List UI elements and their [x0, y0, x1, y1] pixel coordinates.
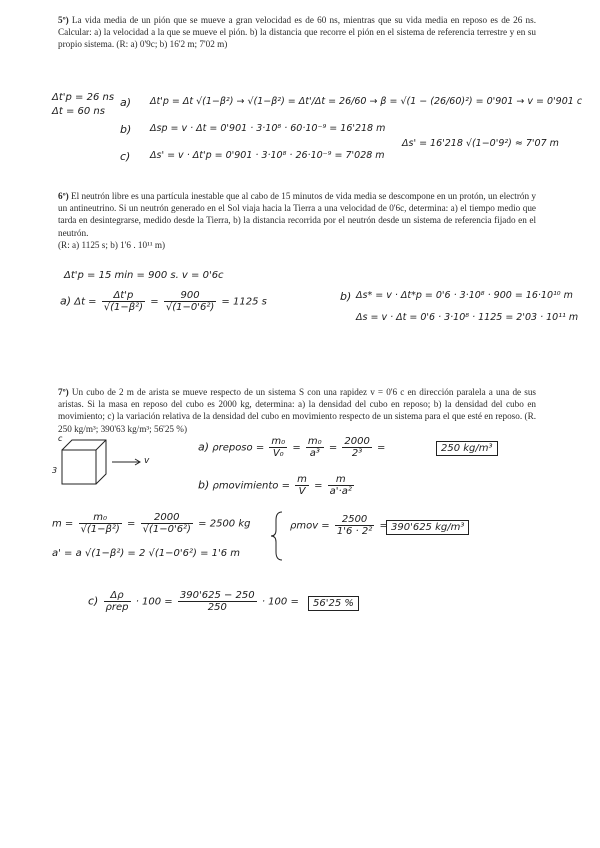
- p7-a-f1-den: V₀: [272, 448, 284, 459]
- p6-b-line-2: Δs = v · Δt = 0'6 · 3·10⁸ · 1125 = 2'03 · 10¹¹ m: [356, 312, 579, 323]
- p7-a-f2-num: m₀: [307, 436, 322, 447]
- p7-c-f2-den: 250: [207, 602, 227, 613]
- p7-c-f2: [178, 590, 257, 613]
- p7-a-f2-den: a³: [309, 448, 320, 459]
- p7-rho-f-num: 2500: [335, 514, 374, 526]
- p7-c-mul: · 100 =: [135, 596, 173, 608]
- p7-a-f3-num: 2000: [344, 436, 370, 447]
- p6-given: Δt'p = 15 min = 900 s. v = 0'6c: [64, 270, 224, 281]
- problem-6-text: El neutrón libre es una partícula inestable que al cabo de 15 minutos de vida media se descompone en un protón, un electrón y un antineutrino. Si un neutrón generado en el Sol viaja hacia la Tierra a una velocidad de 0'6c, determina: a) el tiempo medio que tarda en desintegrarse, medido desde la Tierra, b) la distancia recorrida por el neutrón desde un sistema de referencia fijado en el neutrón.: [58, 191, 536, 238]
- p7-c-label: c): [88, 594, 99, 608]
- p6-a-eq: =: [150, 296, 159, 308]
- p5-a-work: Δt'p = Δt √(1−β²) → √(1−β²) = Δt'/Δt = 26/60 → β = √(1 − (26/60)²) = 0'901 → v = 0'901 c: [150, 96, 583, 107]
- p7-a-lhs: ρreposo =: [212, 442, 265, 454]
- p5-c-work: Δs' = v · Δt'p = 0'901 · 3·10⁸ · 26·10⁻⁹ = 7'028 m: [150, 150, 385, 161]
- p7-m-f2-den: √(1−0'6²): [142, 524, 191, 535]
- p7-a-label: a): [198, 440, 210, 454]
- p7-c-mul2: · 100 =: [261, 596, 299, 608]
- p7-m-f1-num: m₀: [79, 512, 122, 524]
- problem-7-number: 7º): [58, 387, 69, 397]
- p5-a-label: a): [120, 96, 132, 109]
- problem-6-number: 6º): [58, 191, 69, 201]
- cube-top-mark: c: [58, 434, 63, 443]
- problem-5-text: La vida media de un pión que se mueve a gran velocidad es de 60 ns, mientras que su vida media en reposo es de 26 ns. Calcular: a) la velocidad a la que se mueve el pión. b) la distancia que recorre el pión en el sistema de referencia terrestre y en su propio sistema. (R: a) 0'9c; b) 16'2 m; 7'02 m): [58, 15, 536, 50]
- p7-b-f1-den: V: [298, 486, 306, 497]
- p6-a-lhs: Δt =: [74, 296, 97, 308]
- p7-c-expression: [88, 590, 299, 613]
- p5-c-label: c): [120, 150, 131, 163]
- p7-c-f1-num: Δρ: [104, 590, 131, 602]
- p7-rho-result: 390'625 kg/m³: [386, 520, 469, 535]
- p7-b-f2-num: m: [328, 474, 354, 486]
- p7-a-f1-num: m₀: [271, 436, 286, 447]
- p6-a-result: = 1125 s: [221, 296, 267, 308]
- problem-6-answer: (R: a) 1125 s; b) 1'6 . 10¹¹ m): [58, 239, 166, 250]
- p7-a-result: 250 kg/m³: [436, 441, 498, 456]
- p7-mass-expression: m = $\frac{\text{m₀}}{\text{√(1−β²)}}$ = $\frac{2000}{\text{√(1−0'6²)}}$ = 2500 kg: [52, 512, 251, 535]
- p7-rho-lhs: ρmov =: [290, 520, 330, 532]
- p5-given-2: Δt = 60 ns: [52, 106, 105, 117]
- p5-given-1: Δt'p = 26 ns: [52, 92, 115, 103]
- p7-m-f2-num: 2000: [141, 512, 193, 524]
- p6-b-line-1: Δs* = v · Δt*p = 0'6 · 3·10⁸ · 900 = 16·10¹⁰ m: [356, 290, 573, 301]
- p7-a-f3-den: 2³: [351, 448, 363, 459]
- cube-side-mark: 3: [52, 466, 58, 475]
- p5-c-alt: Δs' = 16'218 √(1−0'9²) ≈ 7'07 m: [402, 138, 559, 149]
- p7-b-expression: b) ρmovimiento = $\frac{m}{V}$ = $\frac{m}{\text{a'·a²}}$: [198, 474, 352, 497]
- p7-b-f1-num: m: [297, 474, 307, 485]
- p7-c-f1-den: ρrep: [105, 602, 129, 613]
- p6-a-num2: 900: [164, 290, 216, 302]
- p6-a-num: Δt'p: [102, 290, 145, 302]
- p5-b-label: b): [120, 123, 132, 136]
- p7-b-label: b): [198, 478, 210, 492]
- p5-b-work: Δsp = v · Δt = 0'901 · 3·10⁸ · 60·10⁻⁹ = 16'218 m: [150, 123, 386, 134]
- p6-a-den: √(1−β²): [103, 302, 144, 313]
- p7-m-result: = 2500 kg: [198, 518, 251, 530]
- p7-m-f1-den: √(1−β²): [80, 524, 120, 535]
- p7-rho-expression: ρmov = $\frac{2500}{\text{1'6 · 2²}}$ =: [290, 514, 388, 537]
- p7-c-result: 56'25 %: [308, 596, 359, 611]
- problem-5-number: 5º): [58, 15, 69, 25]
- p7-a-expression: a) ρreposo = $\frac{\text{m₀}}{\text{V₀}}$ = $\frac{\text{m₀}}{\text{a³}}$ = $\frac{2000}{\text{2³}}$ =: [198, 436, 386, 459]
- p6-a-den2: √(1−0'6²): [165, 302, 215, 313]
- problem-7-text: Un cubo de 2 m de arista se mueve respecto de un sistema S con una rapidez v = 0'6 c en dirección paralela a una de sus aristas. Si la masa en reposo del cubo es 2000 kg, determina: a) la densidad del cubo en reposo; b) la densidad del cubo en movimiento; c) la variación relativa de la densidad del cubo en movimiento respecto de un sistema para el que esté en reposo. (R. 250 kg/m³; 390'63 kg/m³; 56'25 %): [58, 387, 537, 434]
- p7-b-f2-den: a'·a²: [329, 486, 352, 497]
- p7-m-lhs: m =: [52, 518, 74, 530]
- p7-rho-f: [335, 514, 374, 537]
- p6-a-label: a): [60, 294, 72, 308]
- p7-rho-f-den: 1'6 · 2²: [336, 526, 373, 537]
- p7-b-lhs: ρmovimiento =: [212, 480, 290, 492]
- p6-b-label: b): [340, 290, 352, 303]
- p7-edge-line: a' = a √(1−β²) = 2 √(1−0'6²) = 1'6 m: [52, 548, 241, 559]
- p7-c-f1: [104, 590, 131, 613]
- p7-c-f2-num: 390'625 − 250: [179, 590, 255, 601]
- cube-velocity-label: v: [144, 456, 150, 466]
